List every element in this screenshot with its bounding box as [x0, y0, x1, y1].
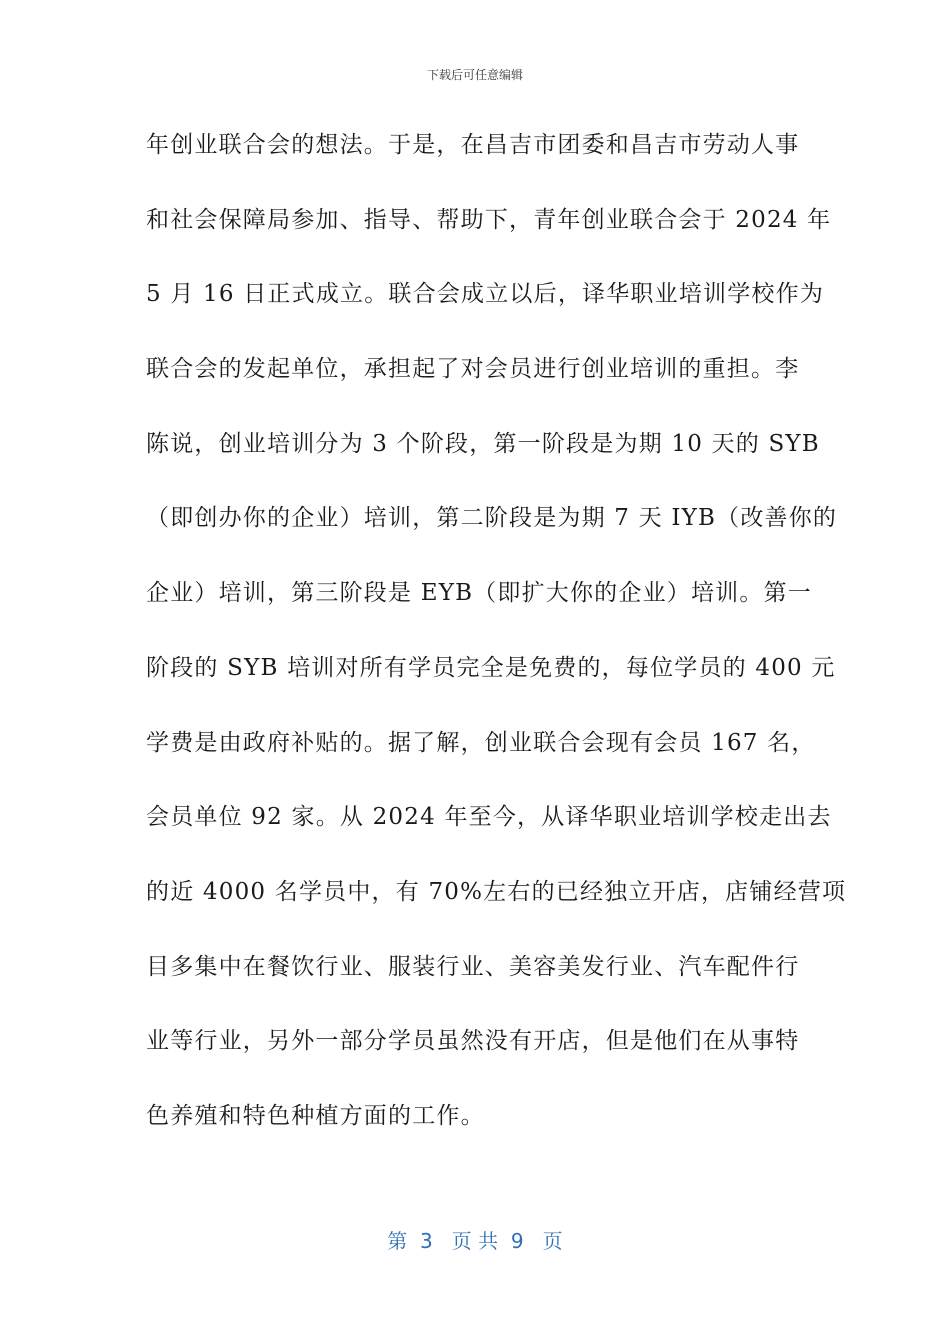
text-line: 年创业联合会的想法。于是，在昌吉市团委和昌吉市劳动人事	[146, 132, 800, 158]
text-line: 企业）培训，第三阶段是 EYB（即扩大你的企业）培训。第一	[146, 580, 812, 607]
text-line: 业等行业，另外一部分学员虽然没有开店，但是他们在从事特	[146, 1028, 800, 1055]
text-line: 和社会保障局参加、指导、帮助下，青年创业联合会于 2024 年	[146, 206, 832, 233]
page-number: 第 3 页 共 9 页	[387, 1229, 563, 1253]
text-line: 的近 4000 名学员中，有 70%左右的已经独立开店，店铺经营项	[146, 878, 847, 905]
text-line: 目多集中在餐饮行业、服装行业、美容美发行业、汽车配件行	[146, 953, 800, 980]
text-line: 色养殖和特色种植方面的工作。	[146, 1102, 485, 1129]
text-line: 联合会的发起单位，承担起了对会员进行创业培训的重担。李	[146, 356, 800, 383]
document-body	[146, 120, 847, 1166]
header-note: 下载后可任意编辑	[426, 68, 523, 82]
text-line: （即创办你的企业）培训，第二阶段是为期 7 天 IYB（改善你的	[146, 505, 838, 532]
text-line: 学费是由政府补贴的。据了解，创业联合会现有会员 167 名，	[146, 729, 816, 756]
text-line: 阶段的 SYB 培训对所有学员完全是免费的，每位学员的 400 元	[146, 654, 836, 681]
text-line: 会员单位 92 家。从 2024 年至今，从译华职业培训学校走出去	[146, 804, 832, 831]
text-line: 陈说，创业培训分为 3 个阶段，第一阶段是为期 10 天的 SYB	[146, 430, 820, 457]
text-line: 5 月 16 日正式成立。联合会成立以后，译华职业培训学校作为	[146, 281, 825, 308]
